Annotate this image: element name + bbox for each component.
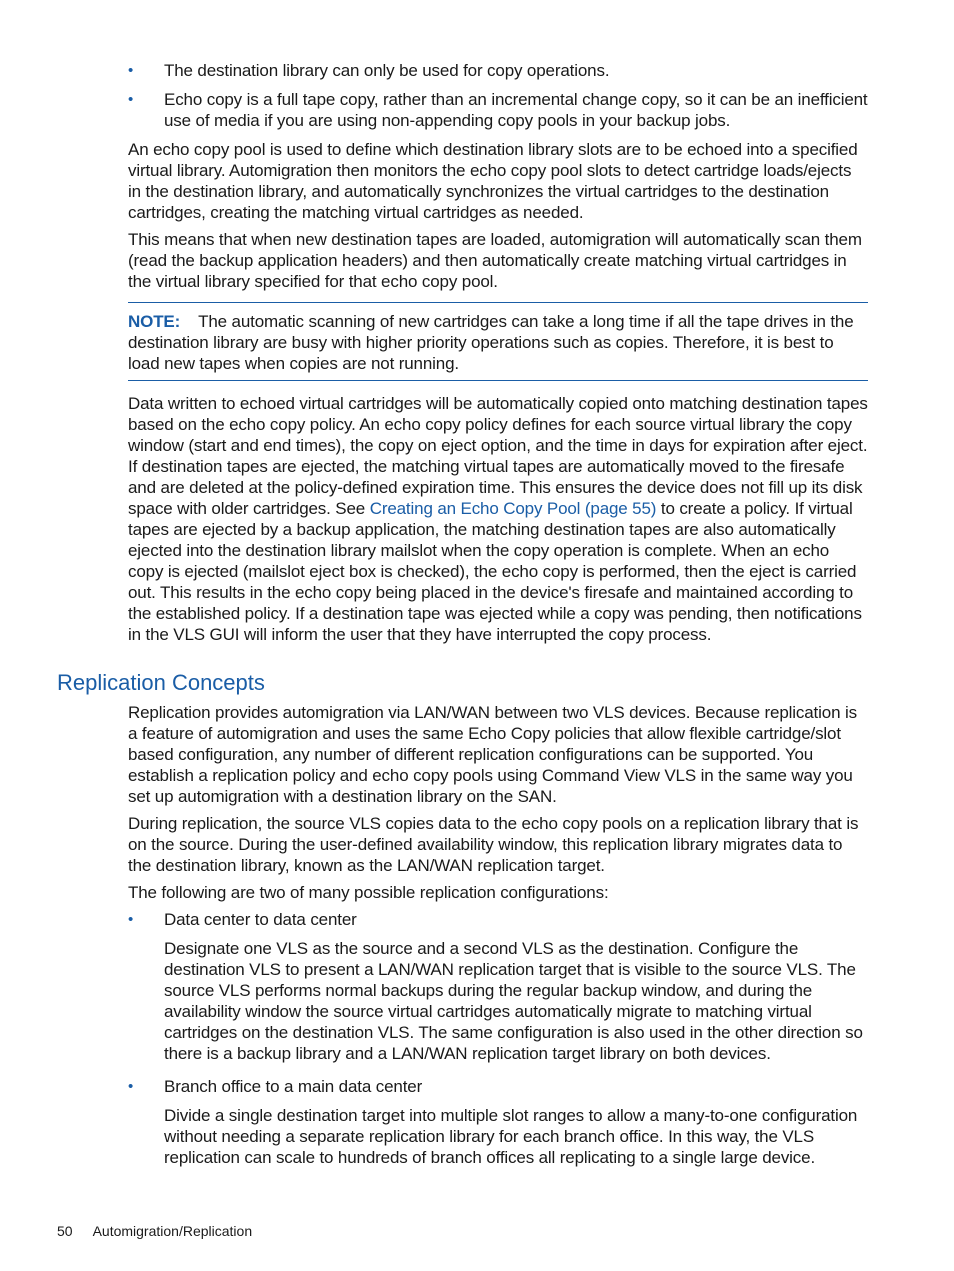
paragraph-text: Data written to echoed virtual cartridges will be automatically copied onto matching destination tapes based on the echo copy policy. An echo copy policy defines for each source virtual library the copy window (start and end times), the copy on eject option, and the time in days for expiration after eject. If destination tapes are ejected, the matching virtual tapes are automatically moved to the firesafe and are deleted at the policy-defined expiration time. This ensures the device does not fill up its disk space with older cartridges. See (128, 394, 868, 518)
page-footer (57, 1223, 252, 1239)
list-item (128, 909, 868, 930)
section-heading: Replication Concepts (57, 670, 265, 695)
bullet-text: The destination library can only be used for copy operations. (164, 61, 610, 80)
page-number: 50 (57, 1223, 73, 1239)
note-text: The automatic scanning of new cartridges can take a long time if all the tape drives in the destination library are busy with higher priority operations such as copies. Therefore, it is best to load new tapes when copies are not running. (128, 312, 854, 373)
bullet-icon: • (128, 62, 134, 79)
chapter-title: Automigration/Replication (92, 1223, 253, 1239)
paragraph: The following are two of many possible replication configurations: (128, 883, 609, 902)
list-item (128, 1076, 868, 1097)
paragraph: During replication, the source VLS copies data to the echo copy pools on a replication library that is on the source. During the user-defined availability window, this replication library migrates data to the destination library, known as the LAN/WAN replication target. (128, 814, 859, 875)
paragraph (128, 393, 868, 645)
paragraph: An echo copy pool is used to define which destination library slots are to be echoed into a specified virtual library. Automigration then monitors the echo copy pool slots to detect cartridge loads/ejects in the destination library, and automatically synchronizes the virtual cartridges to the destination cartridges, creating the matching virtual cartridges as needed. (128, 140, 858, 222)
bullet-text: Data center to data center (164, 910, 357, 929)
paragraph: This means that when new destination tapes are loaded, automigration will automatically scan them (read the backup application headers) and then automatically create matching virtual cartridges in the virtual library specified for that echo copy pool. (128, 230, 862, 291)
paragraph-text: to create a policy. If virtual tapes are ejected by a backup application, the matching destination tapes are also automatically ejected into the destination library mailslot when the copy operation is complete. When an echo copy is ejected (mailslot eject box is checked), the echo copy is performed, then the eject is carried out. This results in the echo copy being placed in the device's firesafe and maintained according to the established policy. If a destination tape was ejected while a copy was pending, then notifications in the VLS GUI will inform the user that they have interrupted the copy process. (128, 499, 862, 644)
bullet-icon: • (128, 911, 134, 928)
paragraph: Replication provides automigration via LAN/WAN between two VLS devices. Because replication is a feature of automigration and uses the same Echo Copy policies that allow flexible cartridge/slot based configuration, any number of different replication configurations can be supported. You establish a replication policy and echo copy pools using Command View VLS in the same way you set up automigration with a destination library on the SAN. (128, 703, 857, 806)
bullet-icon: • (128, 1078, 134, 1095)
list-item (128, 60, 868, 81)
replication-section (128, 702, 868, 1180)
note-label: NOTE: (128, 312, 181, 331)
config-description: Divide a single destination target into multiple slot ranges to allow a many-to-one configuration without needing a separate replication library for each branch office. In this way, the VLS replication can scale to hundreds of branch offices all replicating to a single large device. (164, 1106, 858, 1167)
top-section (128, 60, 868, 651)
bullet-icon: • (128, 91, 134, 108)
cross-reference-link[interactable]: Creating an Echo Copy Pool (page 55) (369, 499, 657, 518)
note-box (128, 302, 868, 381)
bullet-text: Echo copy is a full tape copy, rather than an incremental change copy, so it can be an inefficient use of media if you are using non-appending copy pools in your backup jobs. (164, 90, 868, 130)
config-description: Designate one VLS as the source and a second VLS as the destination. Configure the destination VLS to present a LAN/WAN replication target that is visible to the source VLS. The source VLS performs normal backups during the regular backup window, and during the availability window the source virtual cartridges automatically migrate to matching virtual cartridges on the destination VLS. The same configuration is also used in the other direction so there is a backup library and a LAN/WAN replication target library on both devices. (164, 939, 863, 1063)
list-item (128, 89, 868, 131)
bullet-text: Branch office to a main data center (164, 1077, 423, 1096)
